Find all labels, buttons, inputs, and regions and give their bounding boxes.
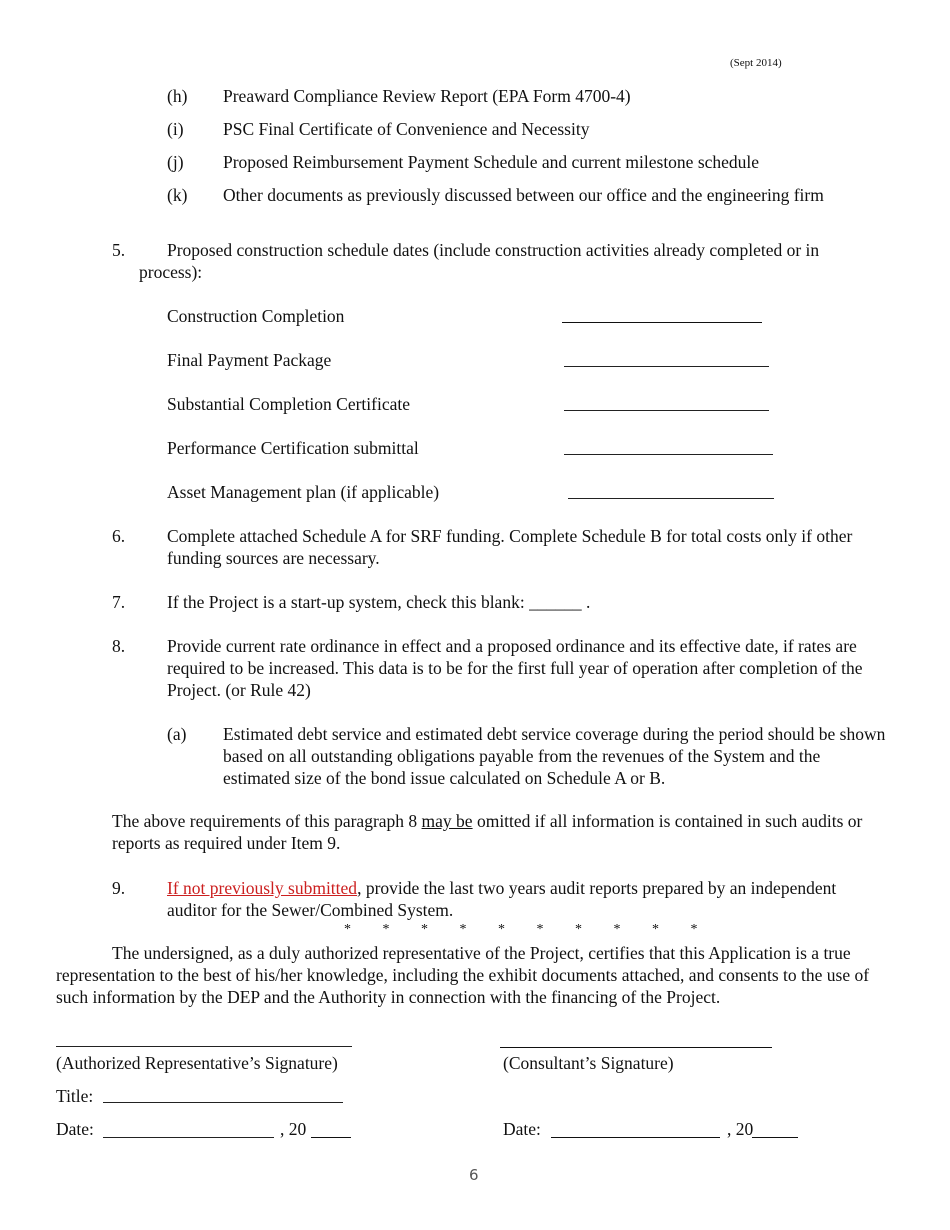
item-7-number: 7. (112, 592, 126, 612)
schedule-label-asset-management: Asset Management plan (if applicable) (167, 482, 440, 502)
item-9-rest: , provide the last two years audit reports prepared by an independent auditor for the Sewer/Combined System. (167, 878, 837, 920)
item-9-text (167, 877, 889, 921)
right-year-field-line[interactable] (752, 1137, 798, 1138)
title-label: Title: (56, 1086, 94, 1106)
title-field-line[interactable] (103, 1102, 343, 1103)
paragraph-8-note (112, 810, 898, 854)
item-7-label: If the Project is a start-up system, check this blank: (167, 592, 525, 612)
sub-item-label-i: (i) (167, 119, 184, 139)
right-date-field-line[interactable] (551, 1137, 720, 1138)
note-pre: The above requirements of this paragraph 8 (112, 811, 422, 831)
item-9-number: 9. (112, 878, 126, 898)
item-8a-label: (a) (167, 724, 187, 744)
schedule-blank-asset-management[interactable] (568, 498, 774, 499)
sub-item-text-h: Preaward Compliance Review Report (EPA Form 4700-4) (223, 86, 631, 106)
schedule-label-performance-certification: Performance Certification submittal (167, 438, 419, 458)
schedule-blank-construction-completion[interactable] (562, 322, 762, 323)
left-date-field-line[interactable] (103, 1137, 274, 1138)
item-6-number: 6. (112, 526, 126, 546)
revision-date: (Sept 2014) (730, 57, 782, 69)
sub-item-text-j: Proposed Reimbursement Payment Schedule and current milestone schedule (223, 152, 760, 172)
left-year-prefix: , 20 (280, 1119, 307, 1139)
item-8-number: 8. (112, 636, 126, 656)
left-year-field-line[interactable] (311, 1137, 351, 1138)
sub-item-text-k: Other documents as previously discussed between our office and the engineering firm (223, 185, 824, 205)
schedule-label-construction-completion: Construction Completion (167, 306, 345, 326)
item-8a-text: Estimated debt service and estimated debt service coverage during the period should be shown based on all outstanding obligations payable from the revenues of the System and the estimated size of the bond issue calculated on Schedule A or B. (223, 724, 886, 788)
sub-item-label-k: (k) (167, 185, 188, 205)
item-9-red-link[interactable]: If not previously submitted (167, 878, 358, 898)
schedule-blank-final-payment[interactable] (564, 366, 769, 367)
sub-item-label-h: (h) (167, 86, 188, 106)
left-date-label: Date: (56, 1119, 94, 1139)
item-8-text: Provide current rate ordinance in effect and a proposed ordinance and its effective date, if rates are required to be increased. This data is to be for the first full year of operation after completion of the Project. (or Rule 42) (167, 636, 863, 700)
schedule-blank-performance-certification[interactable] (564, 454, 773, 455)
schedule-blank-substantial-completion[interactable] (564, 410, 769, 411)
right-date-label: Date: (503, 1119, 541, 1139)
authorized-signature-line[interactable] (56, 1046, 352, 1047)
item-5-text-line1: Proposed construction schedule dates (include construction activities already completed or in (167, 240, 820, 260)
note-may-be: may be (421, 811, 473, 831)
consultant-signature-label: (Consultant’s Signature) (503, 1053, 674, 1073)
sub-item-label-j: (j) (167, 152, 184, 172)
page-number: 6 (469, 1166, 479, 1184)
right-year-prefix: , 20 (727, 1119, 754, 1139)
authorized-signature-label: (Authorized Representative’s Signature) (56, 1053, 338, 1073)
item-7-text (167, 591, 590, 613)
sub-item-text-i: PSC Final Certificate of Convenience and Necessity (223, 119, 590, 139)
item-6-text: Complete attached Schedule A for SRF funding. Complete Schedule B for total costs only if other funding sources are necessary. (167, 526, 853, 568)
consultant-signature-line[interactable] (500, 1047, 772, 1048)
asterisk-separator: * * * * * * * * * * (344, 922, 712, 937)
certification-paragraph: The undersigned, as a duly authorized representative of the Project, certifies that this Application is a true representation to the best of his/her knowledge, including the exhibit documents attached, and consents to the use of such information by the DEP and the Authority in connection with the financing of the Project. (56, 943, 870, 1007)
item-7-checkbox-blank[interactable]: ______ . (529, 592, 591, 612)
note-post: omitted if all information is contained in such audits or reports as required under Item 9. (112, 811, 863, 853)
item-5-number: 5. (112, 240, 126, 260)
schedule-label-final-payment: Final Payment Package (167, 350, 332, 370)
item-5-text-line2: process): (139, 262, 203, 282)
schedule-label-substantial-completion: Substantial Completion Certificate (167, 394, 411, 414)
